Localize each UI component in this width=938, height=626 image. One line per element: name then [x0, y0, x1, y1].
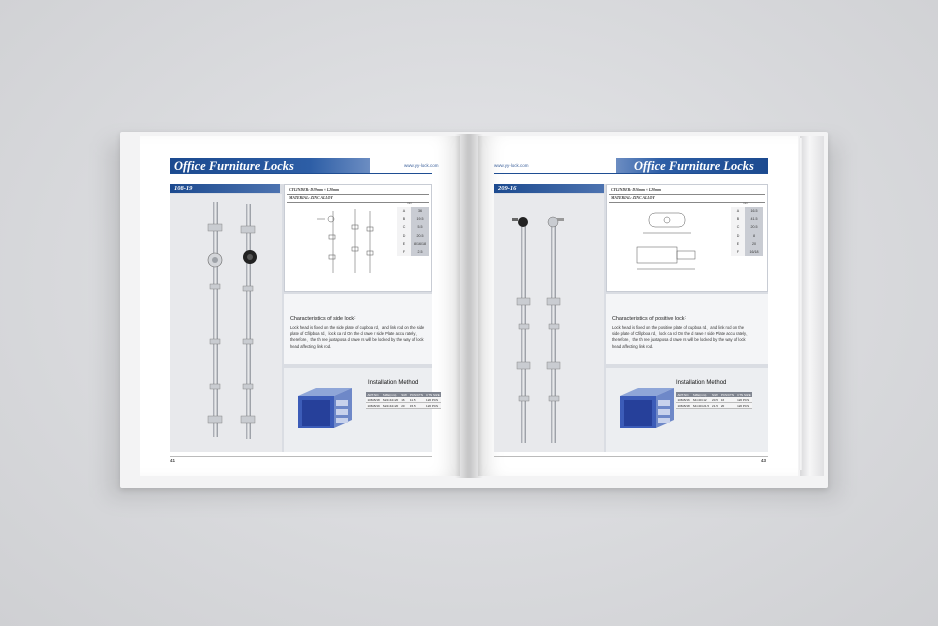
dimension-value: 20.5 [745, 223, 763, 231]
characteristics-box [284, 294, 432, 364]
installation-cell: 108-B/16 [677, 397, 690, 402]
black-lock-head [518, 217, 528, 227]
dimension-key: F [731, 248, 745, 256]
product-photo-area [494, 194, 604, 452]
installation-header-row [676, 392, 752, 397]
installation-cell: 20 [719, 403, 735, 409]
technical-drawing [627, 207, 717, 279]
cover-edge [800, 136, 824, 476]
characteristics-body: Lock head is fixed on the side plate of cupboa rd、and link rod on the side plate of Cfilpboa rd、lock ca rd On the d rawe r side Plate accu rately、therefore、the th ree juxtaposa d rawe rs will be locked by the way of lock head affecting link rod. [290, 325, 425, 349]
installation-header-cell: SIZE(mm) [381, 392, 400, 397]
dimension-row [731, 248, 763, 256]
dimension-value: 5.5 [411, 223, 429, 231]
lock-rods-illustration [170, 194, 282, 452]
characteristics-body: Lock head is fixed on the positive plate of cupboa rd、and link rod on the side plate of Cfilpboa rd、lock ca rd On the d rawe r side Plate accu rately、therefore、the th ree juxtaposa d rawe rs will be locked by the way of lock head affecting link rod. [612, 325, 751, 349]
installation-cell: 108-B/18 [367, 397, 380, 402]
dimension-row [397, 248, 429, 256]
installation-header-row [366, 392, 441, 397]
installation-cell: S24×42×20 [382, 397, 399, 402]
dimension-value: 16/18 [745, 248, 763, 256]
lock-rods-illustration [494, 194, 604, 452]
installation-header-cell: SIZE(mm) [691, 392, 710, 397]
header-rule [494, 173, 768, 174]
header-url: www.yy-lock.com [404, 163, 439, 168]
installation-cell: 108-B/19 [367, 403, 380, 408]
installation-row [676, 403, 752, 409]
dimension-value: 20.5 [411, 232, 429, 240]
cabinet-illustration [294, 382, 358, 438]
installation-header-cell: ART.NO. [367, 392, 380, 397]
dimension-row [397, 232, 429, 240]
spec-material: MATERIAL: ZINC ALLOY [611, 196, 655, 200]
installation-box [284, 368, 440, 452]
spec-rule [609, 194, 765, 195]
dimension-key: D [731, 232, 745, 240]
dimension-table [397, 207, 429, 256]
dimension-key: B [397, 215, 411, 223]
installation-title: Installation Method [676, 380, 727, 386]
dimension-value: 2.5 [411, 248, 429, 256]
header-title: Office Furniture Locks [634, 159, 754, 173]
dimension-key: D [397, 232, 411, 240]
header-url: www.yy-lock.com [494, 163, 529, 168]
installation-header-cell: CTN SIZE [737, 392, 751, 397]
spec-cylinder: CYLINDER: D19mm × L20mm [289, 188, 339, 192]
installation-cell: 16 [719, 397, 735, 403]
installation-row [366, 403, 441, 409]
dimension-value: 41.5 [745, 215, 763, 223]
installation-cell: 11.5 [408, 397, 424, 403]
dimension-value: 8 [745, 232, 763, 240]
dimension-row [397, 215, 429, 223]
dimension-key: C [397, 223, 411, 231]
installation-table [366, 392, 441, 409]
dimension-value: 19.5 [411, 215, 429, 223]
installation-header-cell: PCS/CTN [409, 392, 424, 397]
characteristics-title: Characteristics of side lock∶ [290, 316, 356, 322]
page-number: 41 [170, 458, 176, 463]
dimension-key: C [731, 223, 745, 231]
installation-cell: 15.5 [408, 403, 424, 409]
installation-cell: 120 PCS [425, 403, 442, 409]
installation-header-cell: PCS/CTN [720, 392, 735, 397]
footer-rule [170, 456, 432, 457]
left-page [140, 136, 460, 476]
spec-cylinder: CYLINDER: D16mm × L20mm [611, 188, 661, 192]
characteristics-title: Characteristics of positive lock∶ [612, 316, 686, 322]
installation-cell: 108-B/18 [677, 403, 690, 408]
installation-cell: 120 PCS [425, 397, 442, 403]
installation-header-cell: S/W [712, 392, 718, 397]
book-gutter [455, 134, 483, 478]
dimension-key: F [397, 248, 411, 256]
product-code-tab: 108-19 [170, 184, 280, 193]
dimension-row [731, 223, 763, 231]
installation-table [676, 392, 752, 409]
chrome-lock-head [548, 217, 558, 227]
right-page [478, 136, 798, 476]
footer-rule [494, 456, 768, 457]
dimension-key: E [731, 240, 745, 248]
installation-cell: S24×42×20 [382, 403, 399, 408]
dimension-row [397, 207, 429, 215]
installation-cell: 21.5 [712, 403, 718, 408]
installation-cell: 120 PCS [736, 397, 753, 403]
installation-cell: 16 [400, 397, 409, 403]
installation-cell: 20 [400, 403, 409, 409]
dimension-value: 8/16/18 [411, 240, 429, 248]
dimension-value: 36 [411, 207, 429, 215]
dimension-key: B [731, 215, 745, 223]
header-title: Office Furniture Locks [174, 159, 294, 173]
mm-label: mm [407, 201, 412, 205]
mm-label: mm [743, 201, 748, 205]
dimension-key: A [731, 207, 745, 215]
characteristics-box [606, 294, 768, 364]
installation-header-cell: S/W [401, 392, 407, 397]
dimension-table [731, 207, 763, 256]
product-photo-area [170, 194, 282, 452]
spec-rule [287, 194, 429, 195]
installation-cell: S4×40×21.5 [692, 403, 710, 408]
dimension-key: A [397, 207, 411, 215]
dimension-row [731, 232, 763, 240]
dimension-row [731, 207, 763, 215]
spec-rule [609, 202, 765, 203]
cabinet-illustration [616, 382, 680, 438]
dimension-key: E [397, 240, 411, 248]
spec-material: MATERIAL: ZINC ALLOY [289, 196, 333, 200]
dimension-row [731, 240, 763, 248]
header-rule [170, 173, 432, 174]
page-number: 43 [761, 458, 767, 463]
installation-header-cell: ART.NO. [677, 392, 690, 397]
installation-cell: S4×40×12 [691, 397, 710, 403]
dimension-value: 16.5 [745, 207, 763, 215]
installation-cell: 120 PCS [736, 403, 753, 409]
technical-drawing [315, 207, 395, 277]
dimension-value: 20 [745, 240, 763, 248]
product-code-tab: 209-16 [494, 184, 604, 193]
spec-box [606, 184, 768, 292]
installation-header-cell: CTN SIZE [426, 392, 440, 397]
dimension-row [397, 240, 429, 248]
installation-box [606, 368, 768, 452]
spec-box [284, 184, 432, 292]
installation-title: Installation Method [368, 380, 419, 386]
dimension-row [397, 223, 429, 231]
installation-cell: 20.5 [712, 397, 718, 402]
dimension-row [731, 215, 763, 223]
